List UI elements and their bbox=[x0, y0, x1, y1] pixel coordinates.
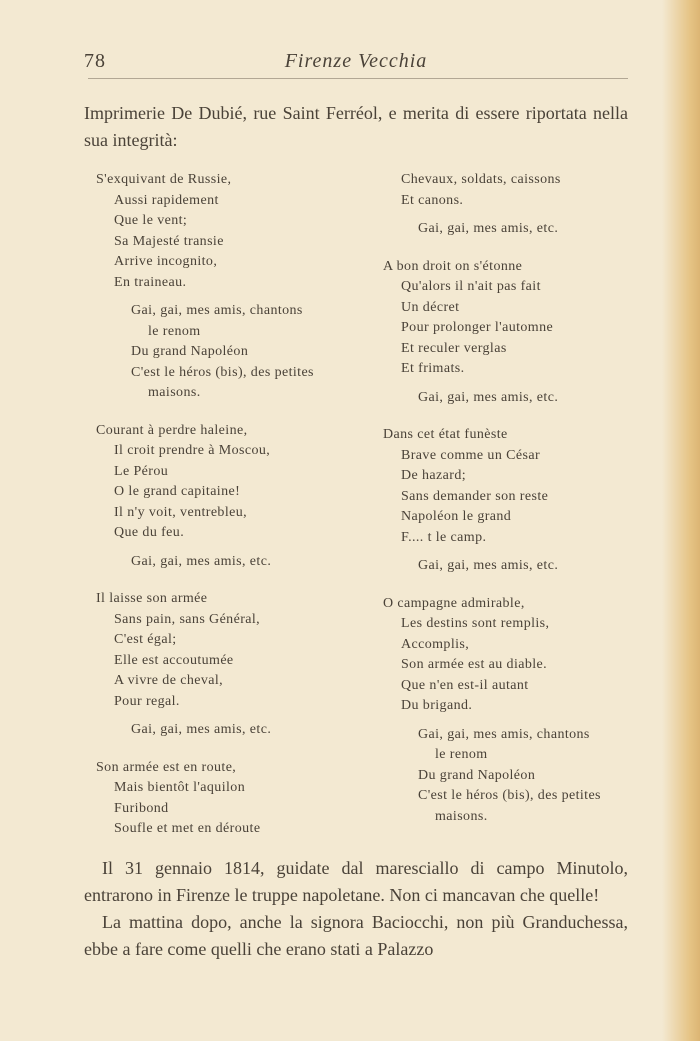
refrain-1 bbox=[96, 301, 358, 404]
stanza-4 bbox=[96, 758, 358, 840]
verse-line: Son armée est en route, bbox=[96, 759, 237, 775]
refrain-line: Gai, gai, mes amis, etc. bbox=[131, 722, 272, 737]
verse-line: Furibond bbox=[114, 800, 169, 816]
refrain-line: Gai, gai, mes amis, chantons bbox=[131, 303, 303, 318]
verse-line: Accomplis, bbox=[401, 636, 470, 652]
verse-line: Que du feu. bbox=[114, 525, 185, 540]
stanza-7 bbox=[383, 594, 628, 717]
stanza-4-continued bbox=[383, 170, 628, 211]
verse-line: Du brigand. bbox=[401, 698, 473, 713]
refrain-line: Gai, gai, mes amis, etc. bbox=[418, 389, 559, 405]
stanza-6 bbox=[383, 425, 628, 548]
verse-line: Les destins sont remplis, bbox=[401, 616, 550, 631]
page-number: 78 bbox=[84, 50, 106, 72]
refrain-line: Gai, gai, mes amis, etc. bbox=[418, 221, 559, 236]
verse-line: Brave comme un César bbox=[401, 447, 541, 463]
intro-paragraph: Imprimerie De Dubié, rue Saint Ferréol, e merita di essere riportata nella sua integrità: bbox=[84, 103, 628, 150]
poem-right-column bbox=[383, 170, 628, 827]
stanza-3 bbox=[96, 589, 358, 712]
verse-line: A bon droit on s'étonne bbox=[383, 258, 523, 274]
refrain-line: Gai, gai, mes amis, chantons bbox=[418, 726, 590, 742]
header-rule bbox=[88, 78, 628, 79]
verse-line: C'est égal; bbox=[114, 632, 177, 647]
verse-line: Qu'alors il n'ait pas fait bbox=[401, 279, 541, 294]
refrain-line: le renom bbox=[435, 747, 488, 762]
verse-line: Mais bientôt l'aquilon bbox=[114, 780, 246, 795]
stanza-1 bbox=[96, 170, 358, 293]
verse-line: Aussi rapidement bbox=[114, 192, 219, 208]
verse-line: Il n'y voit, ventrebleu, bbox=[114, 504, 248, 520]
stanza-2 bbox=[96, 421, 358, 544]
refrain-line: maisons. bbox=[148, 385, 201, 400]
verse-line: Napoléon le grand bbox=[401, 509, 512, 524]
stanza-5 bbox=[383, 257, 628, 380]
verse-line: Et canons. bbox=[401, 192, 464, 208]
refrain-line: Gai, gai, mes amis, etc. bbox=[131, 553, 272, 569]
verse-line: De hazard; bbox=[401, 468, 467, 483]
refrain-final bbox=[383, 725, 628, 828]
refrain-line: Gai, gai, mes amis, etc. bbox=[418, 558, 559, 573]
verse-line: Elle est accoutumée bbox=[114, 652, 234, 668]
verse-line: Courant à perdre haleine, bbox=[96, 422, 248, 438]
verse-line: Chevaux, soldats, caissons bbox=[401, 172, 561, 187]
refrain-line: Du grand Napoléon bbox=[418, 767, 536, 783]
refrain-line: le renom bbox=[148, 323, 201, 339]
body-paragraph: La mattina dopo, anche la signora Baciocchi, non più Granduchessa, ebbe a fare come quelli che erano stati a Palazzo bbox=[84, 912, 628, 959]
verse-line: Il croit prendre à Moscou, bbox=[114, 443, 271, 458]
verse-line: Pour regal. bbox=[114, 693, 180, 709]
verse-line: Sans pain, sans Général, bbox=[114, 611, 261, 627]
verse-line: S'exquivant de Russie, bbox=[96, 172, 232, 187]
verse-line: Que n'en est-il autant bbox=[401, 677, 529, 693]
verse-line: Arrive incognito, bbox=[114, 254, 218, 269]
body-paragraph: Il 31 gennaio 1814, guidate dal maresciallo di campo Minutolo, entrarono in Firenze le truppe napoletane. Non ci mancavan che quelle! bbox=[84, 858, 628, 905]
page-edge-shadow bbox=[662, 0, 700, 1041]
verse-line: En traineau. bbox=[114, 274, 187, 290]
verse-line: Son armée est au diable. bbox=[401, 657, 548, 672]
verse-line: Le Pérou bbox=[114, 463, 169, 479]
poem-left-column bbox=[96, 170, 358, 840]
verse-line: Sans demander son reste bbox=[401, 488, 549, 504]
verse-line: Un décret bbox=[401, 299, 460, 315]
running-title: Firenze Vecchia bbox=[284, 50, 428, 72]
bottom-text bbox=[84, 855, 628, 963]
verse-line: Pour prolonger l'automne bbox=[401, 320, 554, 335]
verse-line: Soufle et met en déroute bbox=[114, 821, 261, 836]
page-header bbox=[84, 50, 628, 80]
refrain-line: C'est le héros (bis), des petites bbox=[131, 364, 314, 380]
verse-line: Et reculer verglas bbox=[401, 340, 507, 356]
verse-line: Dans cet état funèste bbox=[383, 427, 508, 442]
refrain-line: C'est le héros (bis), des petites bbox=[418, 788, 601, 803]
verse-line: F.... t le camp. bbox=[401, 529, 487, 545]
verse-line: Et frimats. bbox=[401, 361, 465, 376]
verse-line: A vivre de cheval, bbox=[114, 673, 224, 688]
refrain-line: maisons. bbox=[435, 808, 488, 824]
verse-line: Il laisse son armée bbox=[96, 591, 208, 606]
verse-line: Que le vent; bbox=[114, 213, 188, 228]
verse-line: Sa Majesté transie bbox=[114, 233, 224, 249]
verse-line: O le grand capitaine! bbox=[114, 484, 241, 499]
verse-line: O campagne admirable, bbox=[383, 595, 525, 611]
refrain-line: Du grand Napoléon bbox=[131, 344, 249, 359]
